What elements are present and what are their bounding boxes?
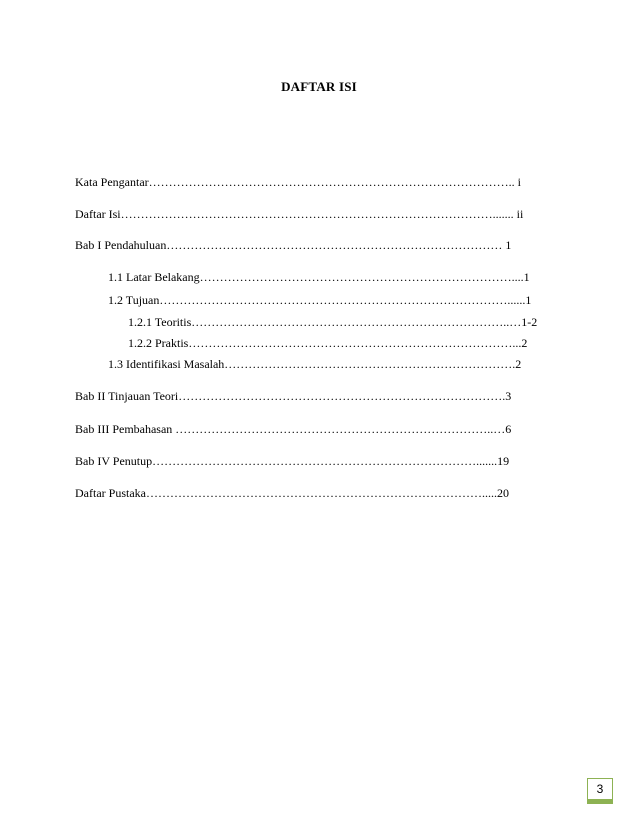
toc-entry-daftar-pustaka: Daftar Pustaka………………………………………………………………………….....20 — [75, 486, 509, 500]
toc-entry-bab-3: Bab III Pembahasan ……………………………………………………………………..…6 — [75, 422, 512, 436]
page-title: DAFTAR ISI — [281, 79, 357, 94]
toc-entry-1-3: 1.3 Identifikasi Masalah……………………………………………………………….2 — [108, 357, 522, 371]
toc-entry-1-2-1: 1.2.1 Teoritis……………………………………………………………………..…1-2 — [128, 315, 538, 329]
toc-entry-bab-1: Bab I Pendahuluan………………………………………………………………………… 1 — [75, 238, 512, 252]
toc-entry-1-1: 1.1 Latar Belakang……………………………………………………………………....1 — [108, 270, 530, 284]
page-number: 3 — [587, 778, 613, 800]
toc-entry-kata-pengantar: Kata Pengantar……………………………………………………………………………….. i — [75, 175, 521, 189]
toc-entry-1-2-2: 1.2.2 Praktis………………………………………………………………………...2 — [128, 336, 528, 350]
toc-entry-1-2: 1.2 Tujuan……………………………………………………………………………......1 — [108, 293, 532, 307]
toc-entry-bab-4: Bab IV Penutup……………………………………………………………………….......19 — [75, 454, 510, 468]
toc-entry-daftar-isi: Daftar Isi…………………………………………………………………………………....... ii — [75, 207, 524, 221]
page-number-accent-bar — [587, 799, 613, 804]
toc-entry-bab-2: Bab II Tinjauan Teori……………………………………………………………………….3 — [75, 389, 512, 403]
